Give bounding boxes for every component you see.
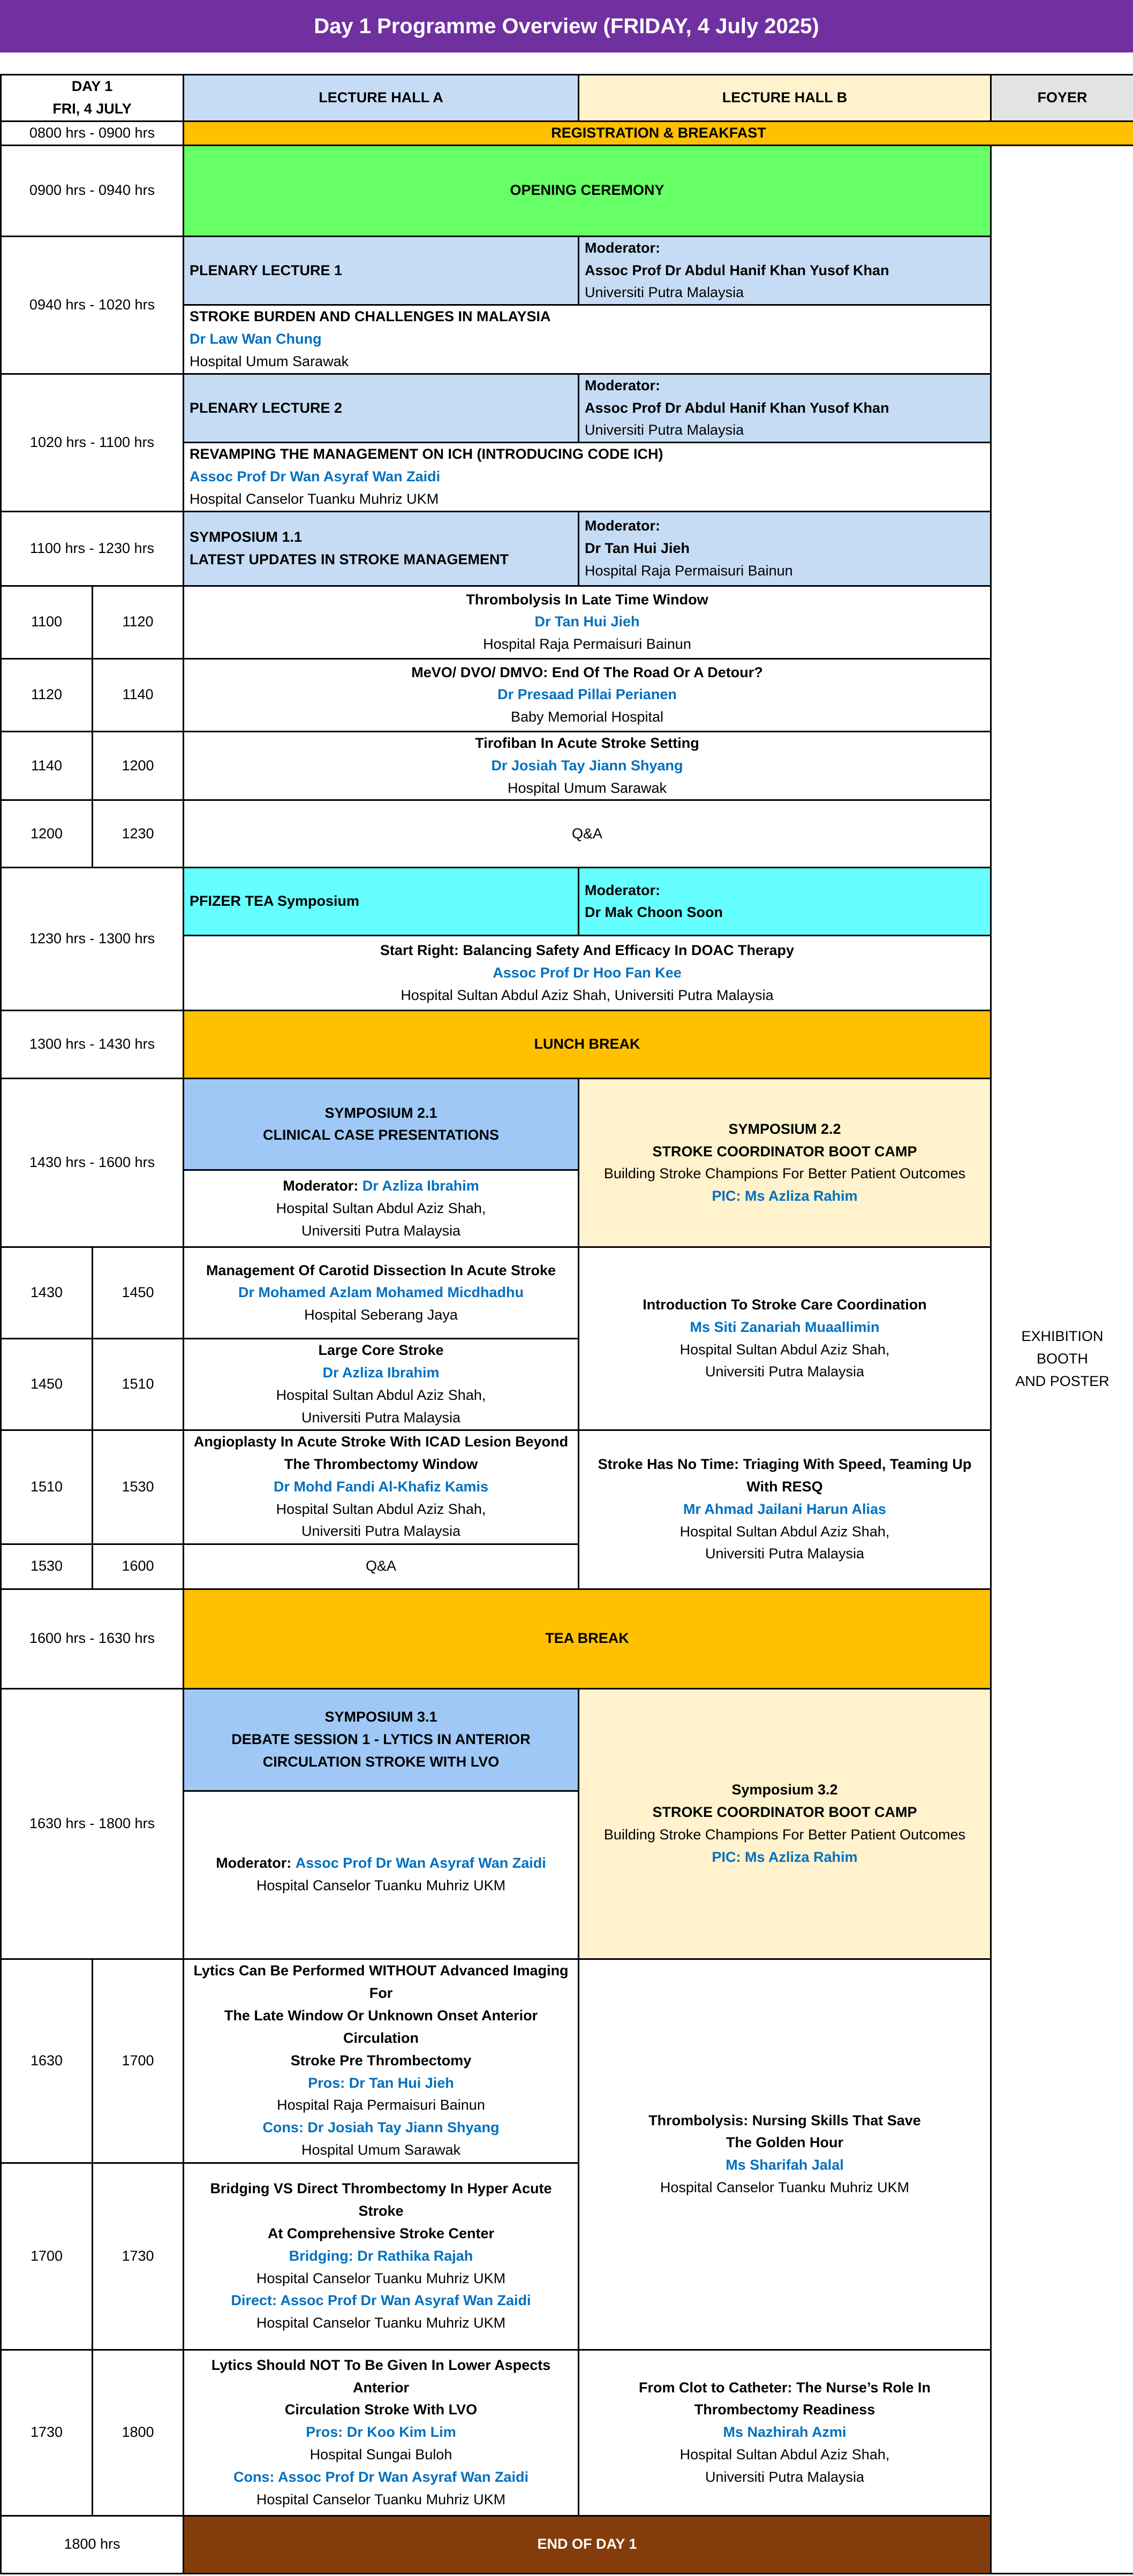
- symposium-2-1-title: SYMPOSIUM 2.1 CLINICAL CASE PRESENTATIONS: [184, 1079, 579, 1170]
- plenary-1-header-row: [1, 236, 1133, 305]
- plenary-1-moderator: Moderator: Assoc Prof Dr Abdul Hanif Khan Yusof Khan Universiti Putra Malaysia: [579, 236, 991, 305]
- symposium-3-2-title: Symposium 3.2 STROKE COORDINATOR BOOT CAMP Building Stroke Champions For Better Patient Outcomes PIC: Ms Azliza Rahim: [579, 1688, 991, 1959]
- symposium-2-1-moderator: Moderator: Dr Azliza Ibrahim Hospital Sultan Abdul Aziz Shah, Universiti Putra Malaysia: [184, 1170, 579, 1247]
- time-cell: 1230 hrs - 1300 hrs: [1, 868, 184, 1011]
- lunch-row: [1, 1011, 1133, 1079]
- start-time: 1450: [1, 1339, 93, 1430]
- boot-camp-talk: Stroke Has No Time: Triaging With Speed, Teaming Up With RESQ Mr Ahmad Jailani Harun Alias Hospital Sultan Abdul Aziz Shah, Universiti Putra Malaysia: [579, 1430, 991, 1589]
- time-cell: 1300 hrs - 1430 hrs: [1, 1011, 184, 1079]
- plenary-2-label: PLENARY LECTURE 2: [184, 374, 579, 443]
- start-time: 1140: [1, 731, 93, 800]
- programme-table: [0, 74, 1133, 2574]
- talk-cell: Tirofiban In Acute Stroke Setting Dr Josiah Tay Jiann Shyang Hospital Umum Sarawak: [184, 731, 991, 800]
- tea-row: [1, 1589, 1133, 1688]
- talk-cell: Angioplasty In Acute Stroke With ICAD Lesion Beyond The Thrombectomy Window Dr Mohd Fandi Al-Khafiz Kamis Hospital Sultan Abdul Aziz Shah, Universiti Putra Malaysia: [184, 1430, 579, 1544]
- debate-cell: Lytics Should NOT To Be Given In Lower Aspects Anterior Circulation Stroke With LVO Pros: Dr Koo Kim Lim Hospital Sungai Buloh Cons: Assoc Prof Dr Wan Asyraf Wan Zaidi Hospital Canselor Tuanku Muhriz UKM: [184, 2350, 579, 2516]
- talk-row: [1, 586, 1133, 658]
- time-cell: 1100 hrs - 1230 hrs: [1, 511, 184, 586]
- start-time: 1100: [1, 586, 93, 658]
- talk-row: [1, 658, 1133, 731]
- pfizer-header-row: [1, 868, 1133, 936]
- end-time: 1140: [93, 658, 184, 731]
- talk-cell: Thrombolysis In Late Time Window Dr Tan Hui Jieh Hospital Raja Permaisuri Bainun: [184, 586, 991, 658]
- end-time: 1730: [93, 2163, 184, 2350]
- symposium-3-1-title: SYMPOSIUM 3.1 DEBATE SESSION 1 - LYTICS IN ANTERIOR CIRCULATION STROKE WITH LVO: [184, 1688, 579, 1791]
- plenary-1-label: PLENARY LECTURE 1: [184, 236, 579, 305]
- column-header-row: [1, 75, 1133, 122]
- qa-cell: Q&A: [184, 1544, 579, 1589]
- symposium-1-1-moderator: Moderator: Dr Tan Hui Jieh Hospital Raja Permaisuri Bainun: [579, 511, 991, 586]
- end-time: 1530: [93, 1430, 184, 1544]
- time-cell: 0900 hrs - 0940 hrs: [1, 145, 184, 236]
- talk-row: [1, 731, 1133, 800]
- plenary-2-talk: REVAMPING THE MANAGEMENT ON ICH (INTRODUCING CODE ICH) Assoc Prof Dr Wan Asyraf Wan Zaidi Hospital Canselor Tuanku Muhriz UKM: [184, 443, 991, 512]
- hall-b-header: LECTURE HALL B: [579, 75, 991, 122]
- foyer-exhibition: EXHIBITION BOOTH AND POSTER: [991, 145, 1133, 2573]
- symposium-2-header-row: [1, 1079, 1133, 1170]
- debate-cell: Bridging VS Direct Thrombectomy In Hyper Acute Stroke At Comprehensive Stroke Center Bridging: Dr Rathika Rajah Hospital Canselor Tuanku Muhriz UKM Direct: Assoc Prof Dr Wan Asyraf Wan Zaidi Hospital Canselor Tuanku Muhriz UKM: [184, 2163, 579, 2350]
- end-row: [1, 2516, 1133, 2573]
- start-time: 1730: [1, 2350, 93, 2516]
- talk-row: [1, 1247, 1133, 1339]
- debate-row: [1, 1959, 1133, 2163]
- tea-break: TEA BREAK: [184, 1589, 991, 1688]
- qa-row: [1, 800, 1133, 868]
- talk-cell: Large Core Stroke Dr Azliza Ibrahim Hospital Sultan Abdul Aziz Shah, Universiti Putra Malaysia: [184, 1339, 579, 1430]
- end-time: 1450: [93, 1247, 184, 1339]
- pfizer-moderator: Moderator: Dr Mak Choon Soon: [579, 868, 991, 936]
- symposium-3-1-moderator: Moderator: Assoc Prof Dr Wan Asyraf Wan Zaidi Hospital Canselor Tuanku Muhriz UKM: [184, 1791, 579, 1959]
- end-time: 1700: [93, 1959, 184, 2163]
- start-time: 1200: [1, 800, 93, 868]
- foyer-header: FOYER: [991, 75, 1133, 122]
- debate-cell: Lytics Can Be Performed WITHOUT Advanced Imaging For The Late Window Or Unknown Onset Anterior Circulation Stroke Pre Thrombectomy Pros: Dr Tan Hui Jieh Hospital Raja Permaisuri Bainun Cons: Dr Josiah Tay Jiann Shyang Hospital Umum Sarawak: [184, 1959, 579, 2163]
- symposium-1-1-header-row: [1, 511, 1133, 586]
- start-time: 1530: [1, 1544, 93, 1589]
- end-time: 1120: [93, 586, 184, 658]
- time-cell: 1430 hrs - 1600 hrs: [1, 1079, 184, 1247]
- time-cell: 0940 hrs - 1020 hrs: [1, 236, 184, 374]
- time-cell: 1600 hrs - 1630 hrs: [1, 1589, 184, 1688]
- talk-cell: MeVO/ DVO/ DMVO: End Of The Road Or A Detour? Dr Presaad Pillai Perianen Baby Memorial Hospital: [184, 658, 991, 731]
- pfizer-talk: Start Right: Balancing Safety And Efficacy In DOAC Therapy Assoc Prof Dr Hoo Fan Kee Hospital Sultan Abdul Aziz Shah, Universiti Putra Malaysia: [184, 936, 991, 1011]
- end-time: 1600: [93, 1544, 184, 1589]
- time-cell: 1630 hrs - 1800 hrs: [1, 1688, 184, 1959]
- time-cell: 1800 hrs: [1, 2516, 184, 2573]
- plenary-2-moderator: Moderator: Assoc Prof Dr Abdul Hanif Khan Yusof Khan Universiti Putra Malaysia: [579, 374, 991, 443]
- start-time: 1510: [1, 1430, 93, 1544]
- start-time: 1630: [1, 1959, 93, 2163]
- plenary-1-talk: STROKE BURDEN AND CHALLENGES IN MALAYSIA Dr Law Wan Chung Hospital Umum Sarawak: [184, 305, 991, 374]
- registration-label: REGISTRATION & BREAKFAST: [184, 121, 1133, 145]
- start-time: 1120: [1, 658, 93, 731]
- end-time: 1510: [93, 1339, 184, 1430]
- start-time: 1430: [1, 1247, 93, 1339]
- page-title: Day 1 Programme Overview (FRIDAY, 4 July 2025): [0, 0, 1133, 52]
- boot-camp-talk: From Clot to Catheter: The Nurse’s Role In Thrombectomy Readiness Ms Nazhirah Azmi Hospital Sultan Abdul Aziz Shah, Universiti Putra Malaysia: [579, 2350, 991, 2516]
- end-of-day: END OF DAY 1: [184, 2516, 991, 2573]
- plenary-2-header-row: [1, 374, 1133, 443]
- day-header: DAY 1 FRI, 4 JULY: [1, 75, 184, 122]
- talk-cell: Management Of Carotid Dissection In Acute Stroke Dr Mohamed Azlam Mohamed Micdhadhu Hospital Seberang Jaya: [184, 1247, 579, 1339]
- end-time: 1230: [93, 800, 184, 868]
- time-cell: 0800 hrs - 0900 hrs: [1, 121, 184, 145]
- start-time: 1700: [1, 2163, 93, 2350]
- boot-camp-talk: Thrombolysis: Nursing Skills That Save The Golden Hour Ms Sharifah Jalal Hospital Canselor Tuanku Muhriz UKM: [579, 1959, 991, 2350]
- time-cell: 1020 hrs - 1100 hrs: [1, 374, 184, 511]
- talk-row: [1, 1430, 1133, 1544]
- symposium-1-1-title: SYMPOSIUM 1.1 LATEST UPDATES IN STROKE MANAGEMENT: [184, 511, 579, 586]
- qa-cell: Q&A: [184, 800, 991, 868]
- opening-row: [1, 145, 1133, 236]
- pfizer-label: PFIZER TEA Symposium: [184, 868, 579, 936]
- end-time: 1200: [93, 731, 184, 800]
- registration-row: [1, 121, 1133, 145]
- hall-a-header: LECTURE HALL A: [184, 75, 579, 122]
- boot-camp-talk: Introduction To Stroke Care Coordination Ms Siti Zanariah Muaallimin Hospital Sultan Abdul Aziz Shah, Universiti Putra Malaysia: [579, 1247, 991, 1430]
- debate-row: [1, 2350, 1133, 2516]
- symposium-3-header-row: [1, 1688, 1133, 1791]
- end-time: 1800: [93, 2350, 184, 2516]
- opening-ceremony: OPENING CEREMONY: [184, 145, 991, 236]
- lunch-break: LUNCH BREAK: [184, 1011, 991, 1079]
- symposium-2-2-title: SYMPOSIUM 2.2 STROKE COORDINATOR BOOT CAMP Building Stroke Champions For Better Patient Outcomes PIC: Ms Azliza Rahim: [579, 1079, 991, 1247]
